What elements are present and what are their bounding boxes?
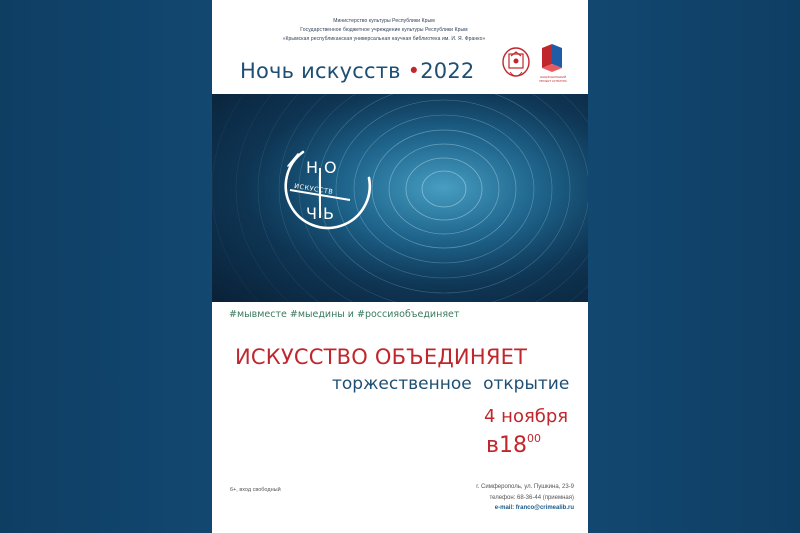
time-hours: 18	[498, 433, 527, 458]
time-prefix: в	[486, 433, 499, 458]
headline: ИСКУССТВО ОБЪЕДИНЯЕТ	[235, 345, 528, 369]
light-rings-image	[212, 94, 588, 302]
event-title-text: Ночь искусств	[240, 59, 401, 83]
organizer-line-3: «Крымская республиканская универсальная научная библиотека им. И. Я. Франко»	[282, 36, 486, 42]
national-project-icon	[534, 42, 570, 76]
event-title	[240, 59, 474, 83]
national-project-caption: НАЦИОНАЛЬНЫЙ ПРОЕКТ КУЛЬТУРА	[539, 75, 567, 83]
event-date: 4 ноября	[484, 406, 569, 427]
emblem-text-top: НО	[306, 158, 343, 177]
hashtags: #мывместе #мыедины и #россияобъединяет	[229, 309, 460, 320]
event-time	[486, 432, 541, 458]
time-minutes: 00	[526, 432, 541, 445]
event-year: 2022	[420, 59, 475, 83]
emblem-text-middle: ИСКУССТВ	[293, 181, 334, 197]
organizer-line-1: Министерство культуры Республики Крым	[333, 18, 435, 24]
library-logo-icon	[498, 42, 534, 90]
phone: телефон: 68-36-44 (приемная)	[489, 495, 574, 501]
age-rating: 6+, вход свободный	[230, 487, 281, 493]
email-link[interactable]: e-mail: franco@crimealib.ru	[494, 505, 574, 511]
library-logo	[498, 42, 534, 90]
emblem-text-bottom: ЧЬ	[306, 204, 340, 223]
poster	[212, 0, 588, 533]
night-of-arts-banner	[212, 94, 588, 302]
title-separator: •	[407, 59, 421, 83]
organizer-line-2: Государственное бюджетное учреждение культуры Республики Крым	[300, 27, 468, 33]
subtitle: торжественное открытие	[332, 374, 570, 394]
national-project-logo	[534, 42, 570, 90]
address: г. Симферополь, ул. Пушкина, 23-9	[476, 484, 574, 490]
